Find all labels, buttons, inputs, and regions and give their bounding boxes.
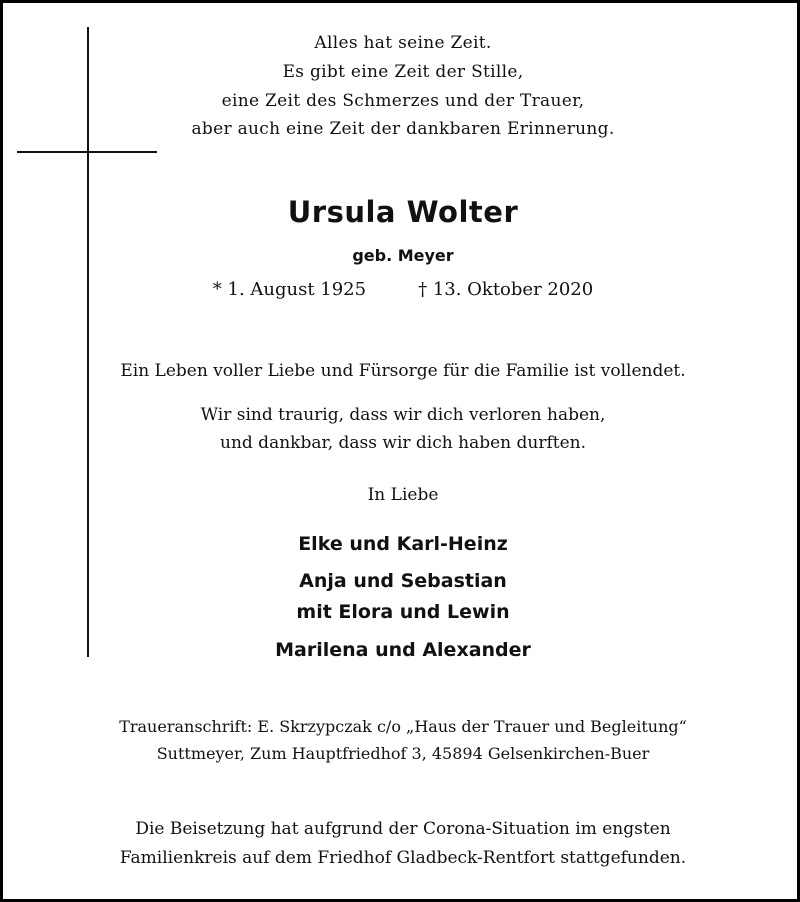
message-line-2: Wir sind traurig, dass wir dich verloren haben, <box>200 405 606 425</box>
burial-line-1: Die Beisetzung hat aufgrund der Corona-Situation im engsten <box>135 819 671 839</box>
verse-line-3: eine Zeit des Schmerzes und der Trauer, <box>221 91 585 111</box>
life-dates <box>3 279 800 300</box>
family-line-4: Marilena und Alexander <box>275 639 531 661</box>
family-line-2: Anja und Sebastian <box>299 570 507 592</box>
death-date: † 13. Oktober 2020 <box>418 279 594 300</box>
birth-date: * 1. August 1925 <box>212 279 367 300</box>
deceased-name: Ursula Wolter <box>287 195 519 229</box>
message-line-3: und dankbar, dass wir dich haben durften. <box>220 433 586 453</box>
maiden-name: geb. Meyer <box>352 246 454 265</box>
burial-line-2: Familienkreis auf dem Friedhof Gladbeck-Rentfort stattgefunden. <box>119 848 687 868</box>
address-line-1: Traueranschrift: E. Skrzypczak c/o „Haus der Trauer und Begleitung“ <box>119 717 687 736</box>
message-line-1: Ein Leben voller Liebe und Fürsorge für die Familie ist vollendet. <box>120 361 686 381</box>
cross-horizontal-bar <box>17 151 157 153</box>
closing-in-liebe: In Liebe <box>367 485 439 505</box>
address-line-2: Suttmeyer, Zum Hauptfriedhof 3, 45894 Gelsenkirchen-Buer <box>156 744 650 763</box>
family-line-1: Elke und Karl-Heinz <box>298 533 508 555</box>
verse-line-4: aber auch eine Zeit der dankbaren Erinnerung. <box>191 119 615 139</box>
verse-line-1: Alles hat seine Zeit. <box>314 33 492 53</box>
verse-line-2: Es gibt eine Zeit der Stille, <box>282 62 524 82</box>
family-line-3: mit Elora und Lewin <box>296 601 510 623</box>
